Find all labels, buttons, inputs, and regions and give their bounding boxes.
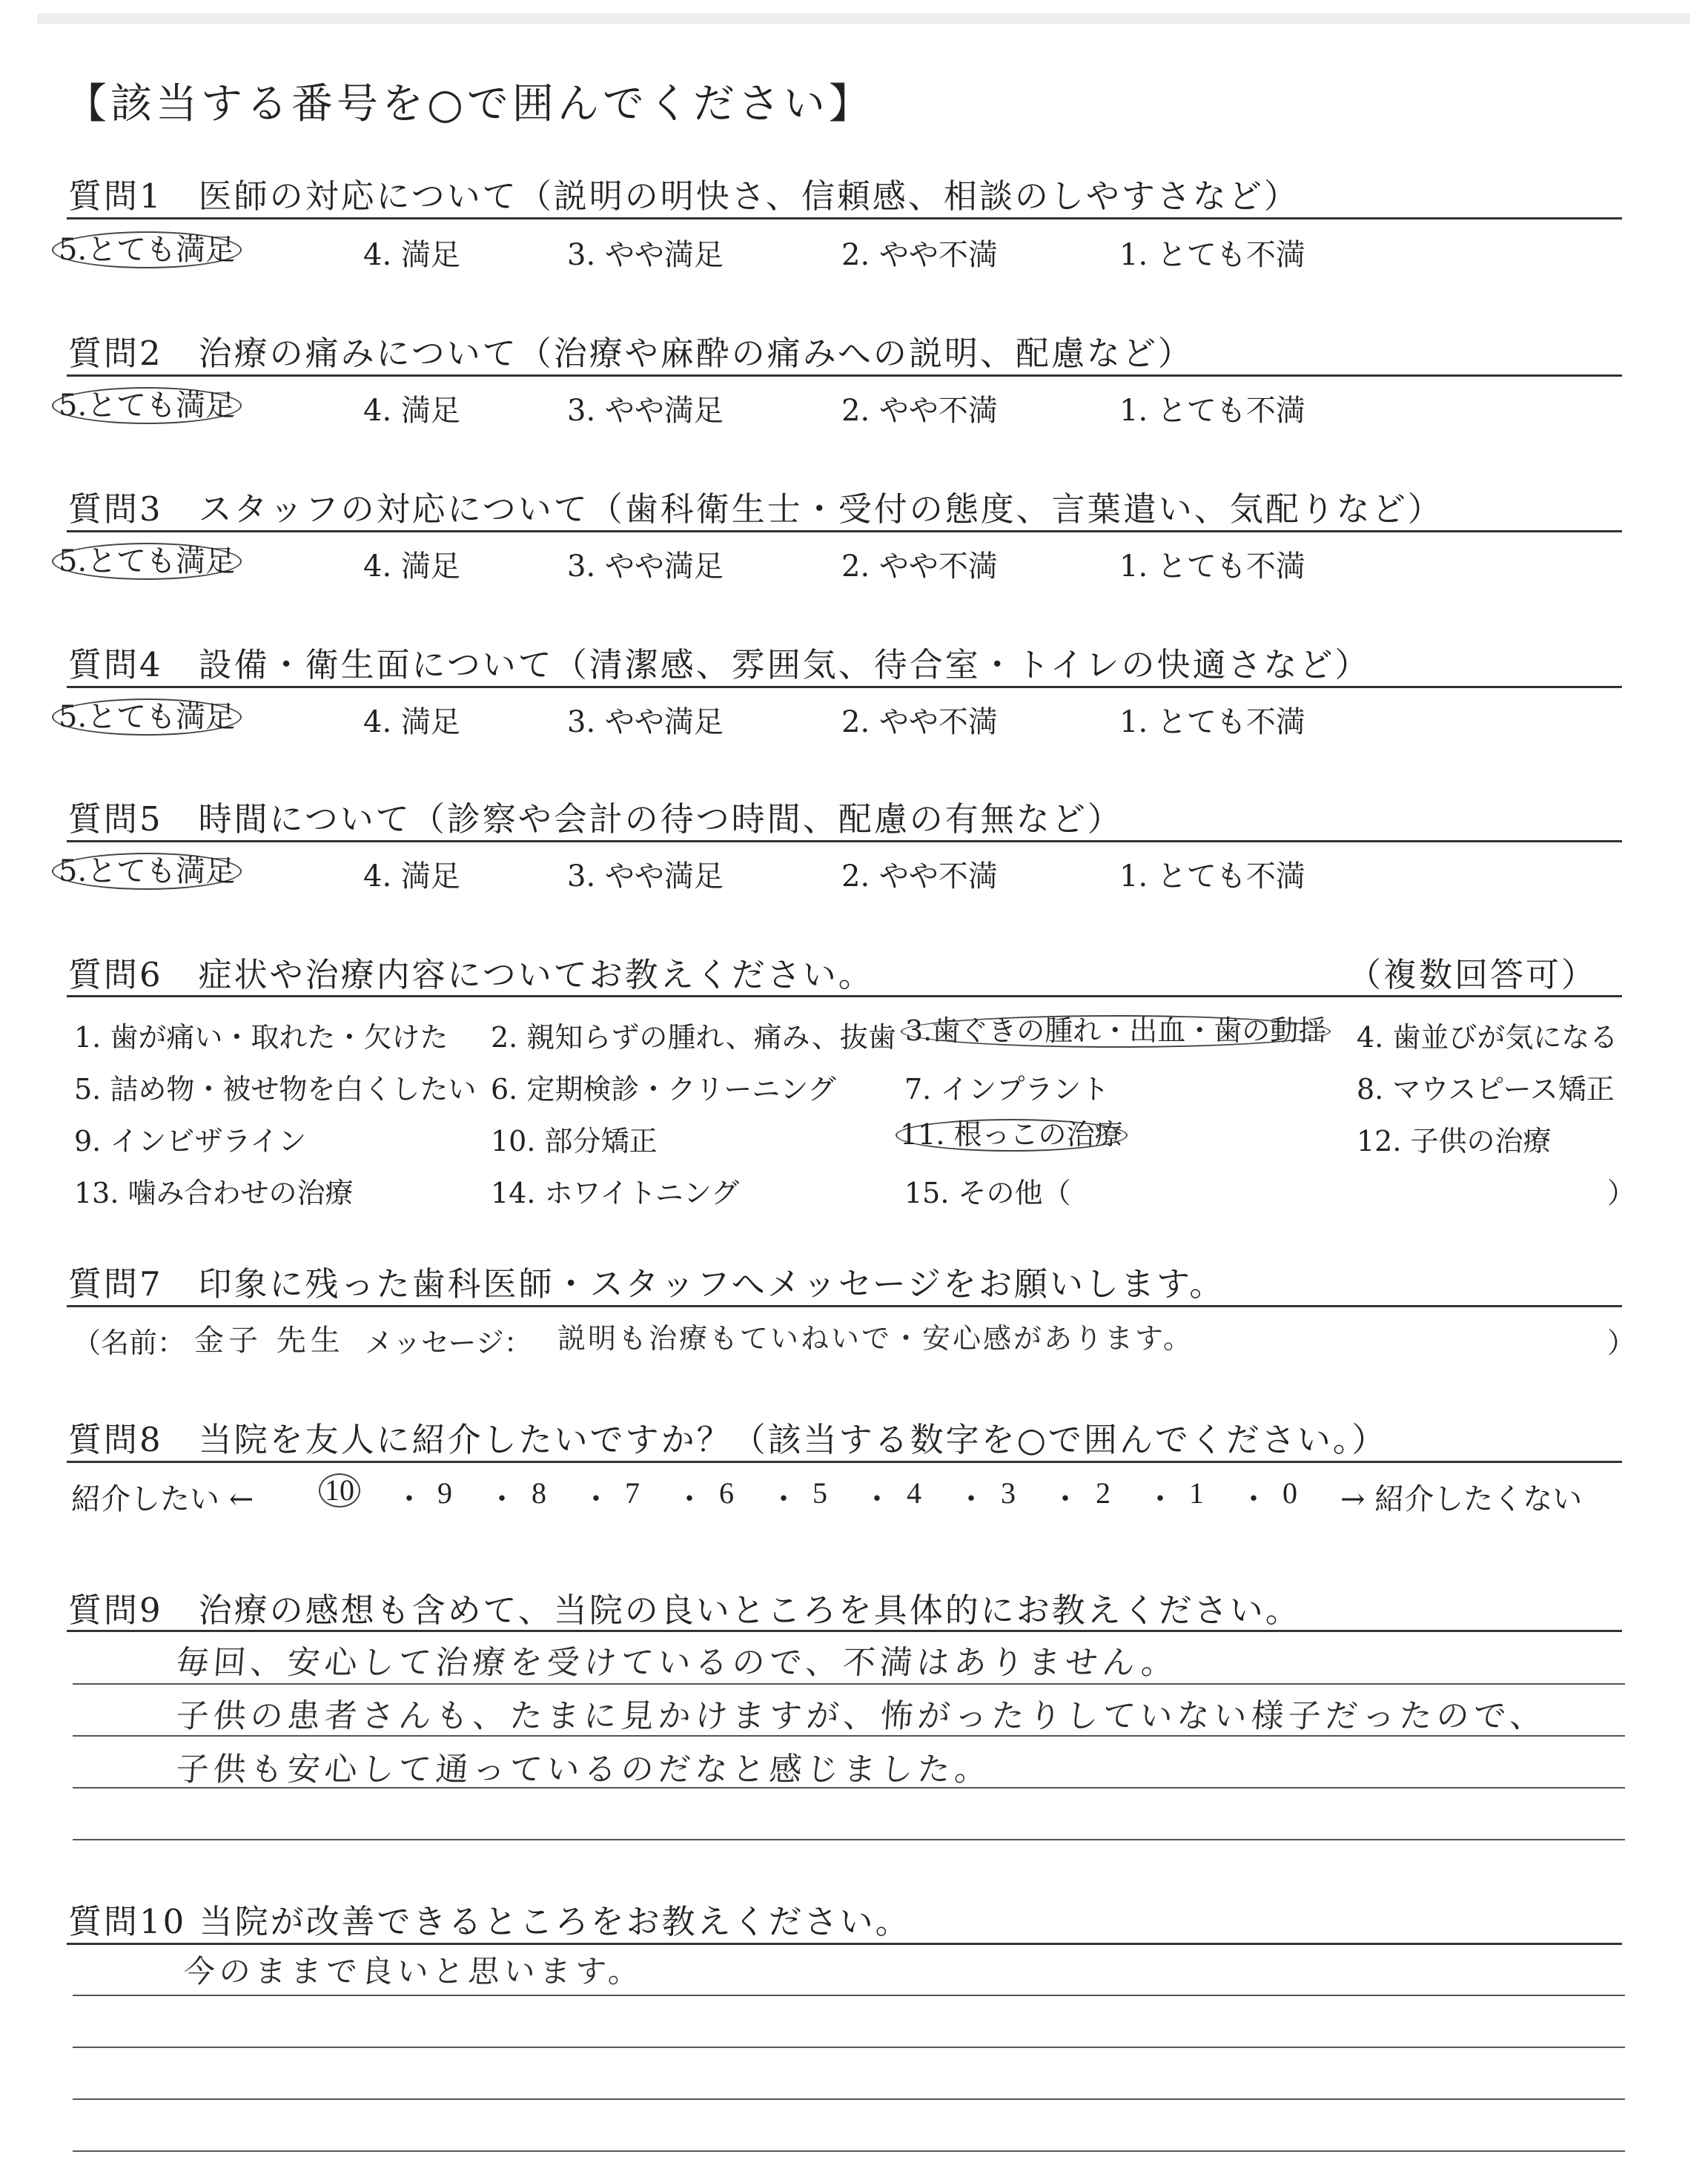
q8-left-label: 紹介したい ← [71, 1482, 254, 1516]
q10-answer-line [73, 2098, 1625, 2100]
page-header: 【該当する番号を○で囲んでください】 [65, 80, 874, 128]
q3-option-1[interactable]: 1. とても不満 [1119, 549, 1305, 584]
q8-scale-10[interactable] [319, 1473, 360, 1507]
q4-option-4[interactable]: 4. 満足 [363, 705, 460, 739]
q1-option-3[interactable]: 3. やや満足 [567, 238, 724, 272]
q7-name-value[interactable]: 金子 先生 [194, 1324, 345, 1358]
q8-separator: ・ [956, 1482, 986, 1516]
selection-circle: 10 [319, 1473, 360, 1507]
q8-separator: ・ [675, 1482, 704, 1516]
q8-separator: ・ [1145, 1482, 1175, 1516]
q8-separator: ・ [487, 1482, 517, 1516]
q2-option-2[interactable]: 2. やや不満 [841, 394, 998, 428]
q9-answer-line [73, 1839, 1625, 1840]
q2-title: 質問2 治療の痛みについて（治療や麻酔の痛みへの説明、配慮など） [68, 334, 1194, 373]
q8-title: 質問8 当院を友人に紹介したいですか？（該当する数字を○で囲んでください。） [68, 1420, 1388, 1459]
q10-title: 質問10 当院が改善できるところをお教えください。 [68, 1902, 911, 1941]
q6-item-14[interactable]: 14. ホワイトニング [491, 1177, 740, 1209]
selection-circle: 5.とても満足 [52, 698, 242, 736]
q3-title: 質問3 スタッフの対応について（歯科衛生士・受付の態度、言葉遣い、気配りなど） [68, 489, 1443, 529]
q8-separator: ・ [394, 1482, 424, 1516]
q8-scale-0[interactable]: 0 [1282, 1476, 1297, 1510]
q9-title: 質問9 治療の感想も含めて、当院の良いところを具体的にお教えください。 [68, 1591, 1301, 1630]
q7-name-label: （名前： [73, 1327, 186, 1359]
q6-item-13[interactable]: 13. 噛み合わせの治療 [74, 1177, 354, 1209]
q3-option-2[interactable]: 2. やや不満 [841, 549, 998, 584]
q6-item-10[interactable]: 10. 部分矯正 [491, 1125, 658, 1157]
q9-answer-line [73, 1683, 1625, 1685]
q8-scale-3[interactable]: 3 [1001, 1476, 1016, 1510]
q3-option-3[interactable]: 3. やや満足 [567, 549, 724, 584]
q6-item-7[interactable]: 7. インプラント [904, 1073, 1110, 1106]
q8-separator: ・ [769, 1482, 798, 1516]
q8-scale-1[interactable]: 1 [1189, 1476, 1204, 1510]
q7-rule [67, 1305, 1622, 1307]
q4-option-3[interactable]: 3. やや満足 [567, 705, 724, 739]
q4-option-2[interactable]: 2. やや不満 [841, 705, 998, 739]
q8-scale-2[interactable]: 2 [1096, 1476, 1110, 1510]
q6-rule [67, 995, 1622, 997]
q7-message-value[interactable]: 説明も治療もていねいで・安心感があります。 [557, 1322, 1194, 1355]
q6-item-5[interactable]: 5. 詰め物・被せ物を白くしたい [74, 1073, 477, 1106]
q4-rule [67, 686, 1622, 688]
q1-title: 質問1 医師の対応について（説明の明快さ、信頼感、相談のしやすさなど） [68, 176, 1300, 216]
q1-option-1[interactable]: 1. とても不満 [1119, 238, 1305, 272]
q10-rule [67, 1943, 1622, 1945]
q9-answer-line-2[interactable]: 子供の患者さんも、たまに見かけますが、怖がったりしていない様子だったので、 [174, 1697, 1549, 1735]
q8-scale-8[interactable]: 8 [532, 1476, 546, 1510]
q2-rule [67, 374, 1622, 377]
q10-answer-line [73, 2150, 1625, 2152]
selection-circle: 5.とても満足 [52, 543, 242, 580]
selection-circle: 3.歯ぐきの腫れ・出血・歯の動揺 [901, 1015, 1331, 1048]
q3-option-4[interactable]: 4. 満足 [363, 549, 460, 584]
q6-item-2[interactable]: 2. 親知らずの腫れ、痛み、抜歯 [491, 1021, 896, 1054]
q4-option-5[interactable] [59, 698, 242, 736]
scan-edge [37, 13, 1690, 24]
selection-circle: 5.とても満足 [52, 387, 242, 424]
selection-circle: 11. 根っこの治療 [896, 1119, 1128, 1152]
q2-option-1[interactable]: 1. とても不満 [1119, 394, 1305, 428]
q9-answer-line-1[interactable]: 毎回、安心して治療を受けているので、不満はありません。 [174, 1644, 1180, 1682]
q8-separator: ・ [862, 1482, 892, 1516]
q5-option-3[interactable]: 3. やや満足 [567, 859, 724, 894]
selection-circle: 5.とても満足 [52, 231, 242, 268]
q10-answer-line-1[interactable]: 今のままで良いと思います。 [182, 1953, 646, 1989]
q8-scale-4[interactable]: 4 [907, 1476, 921, 1510]
q7-title: 質問7 印象に残った歯科医師・スタッフへメッセージをお願いします。 [68, 1264, 1225, 1304]
q9-answer-line-3[interactable]: 子供も安心して通っているのだなと感じました。 [174, 1751, 993, 1789]
q8-scale-9[interactable]: 9 [437, 1476, 452, 1510]
q1-option-4[interactable]: 4. 満足 [363, 238, 460, 272]
selection-circle: 5.とても満足 [52, 853, 242, 890]
q5-title: 質問5 時間について（診察や会計の待つ時間、配慮の有無など） [68, 799, 1123, 839]
q10-answer-line [73, 1995, 1625, 1996]
q2-option-5[interactable] [59, 387, 242, 424]
q6-item-3[interactable] [901, 1014, 1331, 1048]
q8-scale-5[interactable]: 5 [812, 1476, 827, 1510]
q5-option-4[interactable]: 4. 満足 [363, 859, 460, 894]
q7-close: ） [1607, 1327, 1636, 1359]
q6-note: （複数回答可） [1348, 955, 1598, 994]
q3-rule [67, 530, 1622, 532]
q2-option-3[interactable]: 3. やや満足 [567, 394, 724, 428]
q2-option-4[interactable]: 4. 満足 [363, 394, 460, 428]
q5-option-5[interactable] [59, 853, 242, 890]
q1-rule [67, 217, 1622, 219]
q6-item-1[interactable]: 1. 歯が痛い・取れた・欠けた [74, 1021, 448, 1054]
q1-option-5[interactable] [59, 231, 242, 268]
q3-option-5[interactable] [59, 543, 242, 580]
q6-item-4[interactable]: 4. 歯並びが気になる [1357, 1021, 1618, 1054]
q10-answer-line [73, 2047, 1625, 2048]
q8-rule [67, 1461, 1622, 1463]
q8-separator: ・ [581, 1482, 611, 1516]
q6-item-15[interactable]: 15. その他（ [904, 1177, 1071, 1209]
q8-scale-7[interactable]: 7 [625, 1476, 640, 1510]
q8-separator: ・ [1050, 1482, 1080, 1516]
q4-option-1[interactable]: 1. とても不満 [1119, 705, 1305, 739]
q6-title: 質問6 症状や治療内容についてお教えください。 [68, 955, 874, 994]
q1-option-2[interactable]: 2. やや不満 [841, 238, 998, 272]
q9-rule [67, 1630, 1622, 1632]
q6-item-12[interactable]: 12. 子供の治療 [1357, 1125, 1552, 1157]
q5-option-1[interactable]: 1. とても不満 [1119, 859, 1305, 894]
q6-item-9[interactable]: 9. インビザライン [74, 1125, 307, 1157]
q8-scale-6[interactable]: 6 [719, 1476, 734, 1510]
q6-item-15-close: ） [1607, 1177, 1636, 1209]
q6-item-6[interactable]: 6. 定期検診・クリーニング [491, 1073, 836, 1106]
q6-item-11[interactable] [896, 1118, 1128, 1152]
q5-rule [67, 840, 1622, 842]
q8-right-label: → 紹介したくない [1340, 1482, 1583, 1516]
q7-message-label: メッセージ： [365, 1327, 532, 1359]
q8-separator: ・ [1239, 1482, 1268, 1516]
q4-title: 質問4 設備・衛生面について（清潔感、雰囲気、待合室・トイレの快適さなど） [68, 645, 1371, 684]
q5-option-2[interactable]: 2. やや不満 [841, 859, 998, 894]
q6-item-8[interactable]: 8. マウスピース矯正 [1357, 1073, 1615, 1106]
